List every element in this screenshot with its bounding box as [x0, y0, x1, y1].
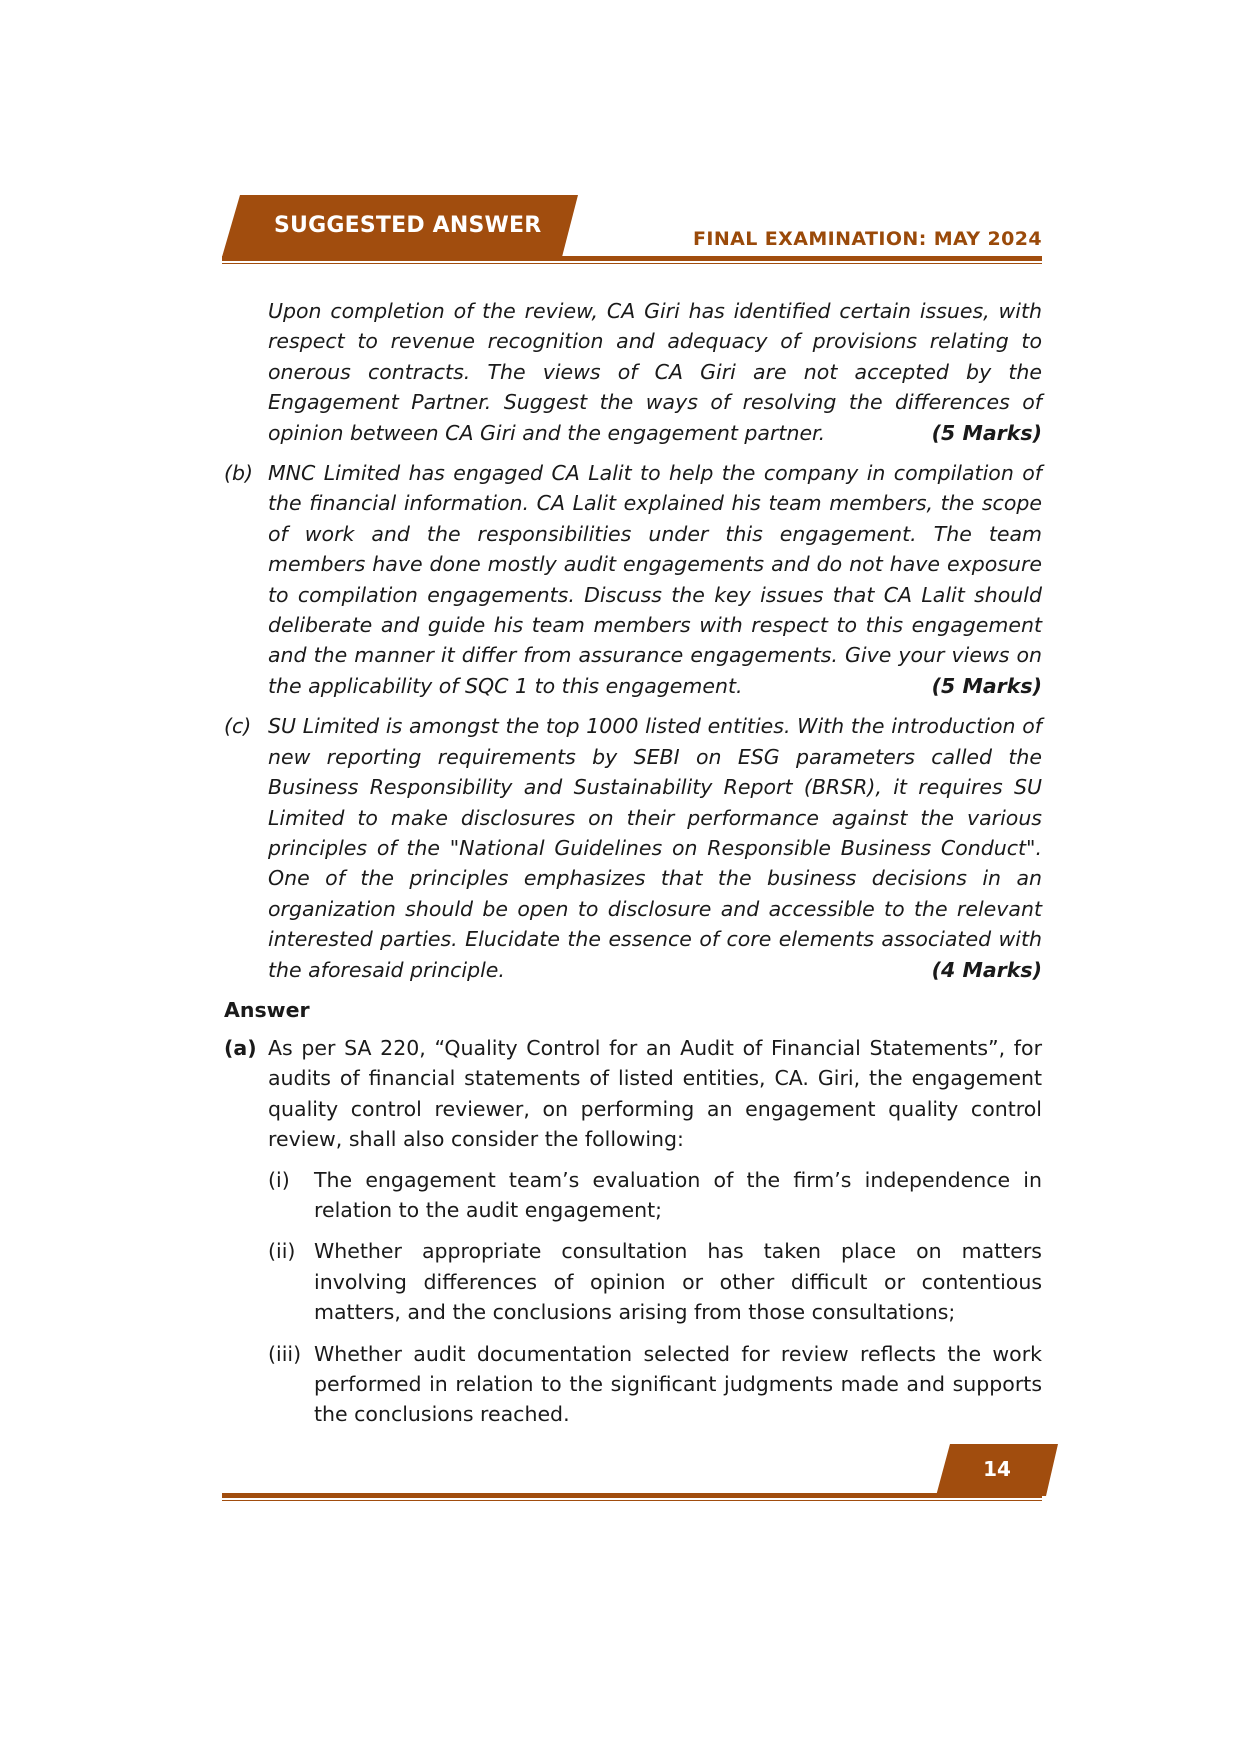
question-marks: (4 Marks): [931, 957, 1042, 982]
page-number: 14: [983, 1457, 1011, 1481]
list-item: [222, 1236, 1042, 1327]
list-item-text: The engagement team’s evaluation of the firm’s independence in relation to the audit engagement;: [314, 1167, 1042, 1222]
answer-label: (a): [224, 1035, 257, 1060]
answer-intro: As per SA 220, “Quality Control for an Audit of Financial Statements”, for audits of financial statements of listed entities, CA. Giri, the engagement quality control reviewer, on performing an engagement quality control review, shall also consider the following:: [268, 1035, 1042, 1152]
page-content: [222, 296, 1042, 1441]
list-item-number: (iii): [268, 1341, 302, 1366]
footer-rule-thin: [222, 1500, 1042, 1501]
question-text: Upon completion of the review, CA Giri has identified certain issues, with respect to revenue recognition and adequacy of provisions relating to onerous contracts. The views of CA Giri are not accepted by the Engagement Partner. Suggest the ways of resolving the differences of opinion between CA Giri and the engagement partner.: [268, 299, 1042, 445]
header-rule-thin: [222, 263, 1042, 264]
question-label: (b): [224, 461, 254, 486]
question-a-continued: [222, 296, 1042, 448]
list-item-text: Whether appropriate consultation has taken place on matters involving differences of opinion or other difficult or contentious matters, and the conclusions arising from those consultations;: [314, 1239, 1042, 1325]
answer-points-list: [222, 1165, 1042, 1430]
header-tab-label: SUGGESTED ANSWER: [274, 213, 542, 238]
list-item: [222, 1165, 1042, 1226]
question-b: [222, 458, 1042, 701]
question-marks: (5 Marks): [931, 673, 1042, 698]
answer-a: [222, 1033, 1042, 1155]
question-label: (c): [224, 714, 252, 739]
header-rule: [222, 256, 1042, 261]
list-item-text: Whether audit documentation selected for review reflects the work performed in relation to the significant judgments made and supports the conclusions reached.: [314, 1341, 1042, 1427]
question-marks: (5 Marks): [931, 420, 1042, 445]
list-item-number: (i): [268, 1167, 290, 1192]
page-number-badge: [936, 1444, 1058, 1496]
header-tab: [222, 195, 578, 257]
answer-heading: Answer: [224, 997, 310, 1022]
list-item-number: (ii): [268, 1239, 296, 1264]
question-text: SU Limited is amongst the top 1000 listed entities. With the introduction of new reporting requirements by SEBI on ESG parameters called the Business Responsibility and Sustainability Report (BRSR), it requires SU Limited to make disclosures on their performance against the various principles of the "National Guidelines on Responsible Business Conduct". One of the principles emphasizes that the business decisions in an organization should be open to disclosure and accessible to the relevant interested parties. Elucidate the essence of core elements associated with the aforesaid principle.: [268, 714, 1042, 982]
question-text: MNC Limited has engaged CA Lalit to help the company in compilation of the financial information. CA Lalit explained his team members, the scope of work and the responsibilities under this engagement. The team members have done mostly audit engagements and do not have exposure to compilation engagements. Discuss the key issues that CA Lalit should deliberate and guide his team members with respect to this engagement and the manner it differ from assurance engagements. Give your views on the applicability of SQC 1 to this engagement.: [268, 461, 1042, 698]
exam-title: FINAL EXAMINATION: MAY 2024: [693, 228, 1042, 250]
footer-rule: [222, 1493, 1042, 1498]
list-item: [222, 1339, 1042, 1430]
question-c: [222, 711, 1042, 985]
